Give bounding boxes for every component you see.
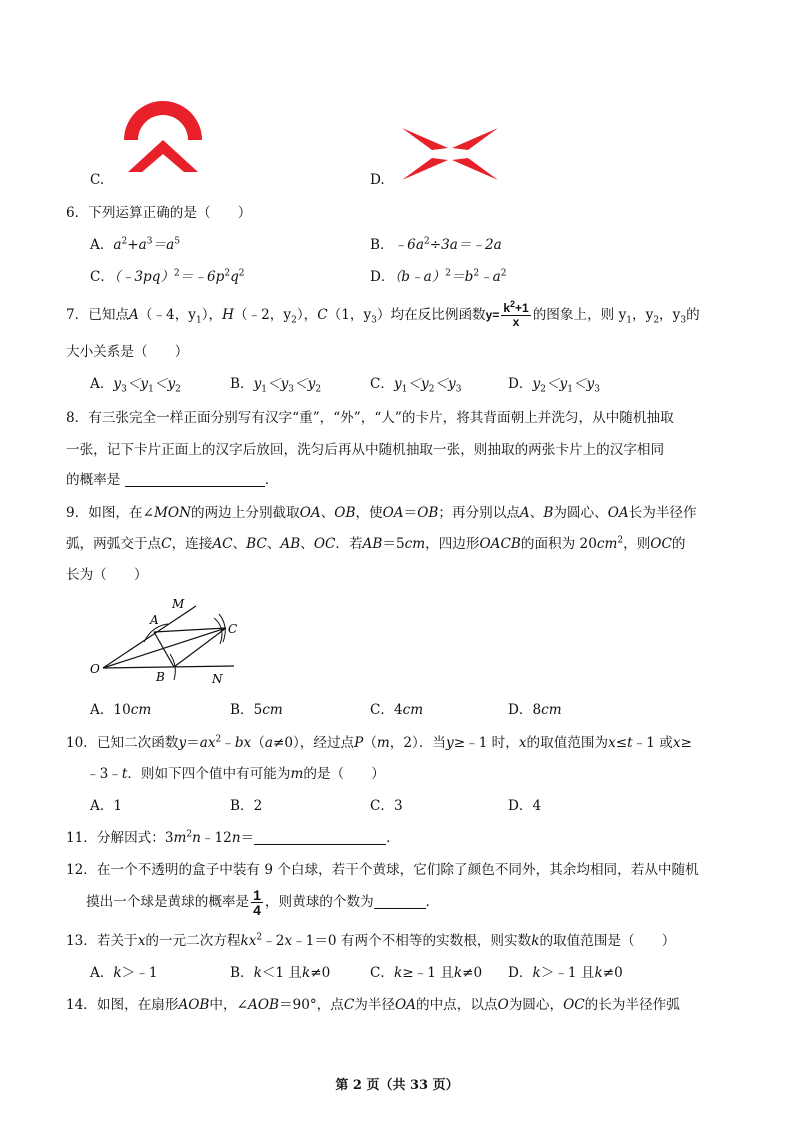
right-wing-top — [452, 128, 498, 150]
left-wing-top — [402, 128, 448, 150]
q13-option-b: B．k＜1 且k≠0 — [230, 965, 331, 981]
q9-option-b: B．5cm — [230, 702, 283, 718]
q7-fraction: $\frac{k^2+1}{x}$ — [503, 299, 529, 329]
q7-stem-line2: 大小关系是（ ） — [66, 344, 189, 360]
q10-line2: ﹣3﹣t．则如下四个值中有可能为m的是（ ） — [86, 766, 385, 782]
q6-option-d: D．$(b﹣a)^2=b^2﹣a^2$ — [370, 268, 507, 285]
q12-answer-blank[interactable] — [374, 894, 426, 909]
right-wing-bottom — [452, 158, 498, 180]
q9-option-d: D．8cm — [508, 702, 562, 718]
label-b: B — [156, 670, 165, 684]
q7-option-b: B．$y_1<y_3<y_2$ — [230, 376, 322, 395]
q6-stem: 6．下列运算正确的是（ ） — [66, 205, 252, 221]
chevron-shape — [128, 140, 198, 172]
ray-on — [103, 666, 234, 668]
q10-option-b: B．2 — [230, 798, 263, 814]
q12-line2: 摸出一个球是黄球的概率是 $\frac{1}{4}$ ，则黄球的个数为 ． — [86, 887, 440, 918]
q9-option-c: C．4cm — [370, 702, 424, 718]
q10-option-a: A．1 — [90, 798, 123, 814]
segment-bc — [174, 628, 226, 667]
page-footer: 第 2 页（共 33 页） — [335, 1078, 459, 1093]
label-c: C — [228, 622, 238, 636]
label-a: A — [150, 613, 159, 627]
q9-line3: 长为（ ） — [66, 567, 148, 583]
q9-line1: 9．如图，在∠MON的两边上分别截取OA、OB，使OA＝OB；再分别以点A、B为圆心、OA长为半径作 — [66, 505, 697, 521]
q13-line: 13．若关于x的一元二次方程$kx^2﹣2x﹣1=0$ 有两个不相等的实数根，则实数k的取值范围是（ ） — [66, 932, 676, 949]
q9-geometry-figure — [86, 592, 256, 688]
option-d-label: D. — [370, 172, 385, 188]
q9-option-a: A．10cm — [90, 702, 152, 718]
q6-option-c: C．$(﹣3pq)^2=﹣6p^2q^2$ — [90, 268, 245, 285]
q11-answer-blank[interactable] — [254, 830, 386, 845]
q8-answer-blank[interactable] — [125, 472, 265, 487]
q13-option-a: A．k＞﹣1 — [90, 965, 158, 981]
q9-line2: 弧，两弧交于点C，连接AC、BC、AB、OC．若AB＝5cm，四边形OACB的面积为 $20cm^2$，则OC的 — [66, 535, 686, 552]
q7-stem-line1: 7．已知点A（﹣4，$y_1$），H（﹣2，$y_2$），C（1，$y_3$）均在反比例函数y= $\frac{k^2+1}{x}$ 的图象上，则 $y_1$，$y_2$，$y_3$的 — [66, 299, 700, 329]
q8-line3: 的概率是 ． — [66, 472, 279, 488]
option-c-figure — [118, 100, 208, 180]
q6-option-b: B．$﹣6a^2\div 3a=﹣2a$ — [370, 236, 502, 253]
q14-line: 14．如图，在扇形AOB中，∠AOB＝90°，点C为半径OA的中点，以点O为圆心，OC的长为半径作弧 — [66, 997, 680, 1013]
option-c-label: C. — [90, 172, 105, 188]
segment-oc — [103, 628, 226, 668]
arch-shape — [124, 101, 202, 140]
q12-fraction: $\frac{1}{4}$ — [253, 887, 261, 918]
q11-line: 11．分解因式：$3m^2n﹣12n=$ ． — [66, 829, 400, 846]
q12-line1: 12．在一个不透明的盒子中装有 9 个白球，若干个黄球，它们除了颜色不同外，其余均相同，若从中随机 — [66, 862, 699, 878]
q13-option-c: C．k≥﹣1 且k≠0 — [370, 965, 483, 981]
q7-option-c: C．$y_1<y_2<y_3$ — [370, 376, 462, 395]
left-wing-bottom — [402, 158, 448, 180]
label-m: M — [172, 597, 185, 611]
q8-line2: 一张，记下卡片正面上的汉字后放回，洗匀后再从中随机抽取一张，则抽取的两张卡片上的汉字相同 — [66, 442, 665, 458]
q6-option-a: A．$a^2+a^3=a^5$ — [90, 236, 180, 253]
q10-option-c: C．3 — [370, 798, 403, 814]
q13-option-d: D．k＞﹣1 且k≠0 — [508, 965, 623, 981]
q10-line1: 10．已知二次函数$y=ax^2﹣bx(a\ne 0)$，经过点P（m，2）．当y≥﹣1 时，x的取值范围为x≤t﹣1 或x≥ — [66, 734, 692, 751]
q7-option-d: D．$y_2<y_1<y_3$ — [508, 376, 600, 395]
q7-option-a: A．$y_3<y_1<y_2$ — [90, 376, 181, 395]
q10-option-d: D．4 — [508, 798, 542, 814]
label-n: N — [212, 672, 223, 686]
label-o: O — [90, 662, 100, 676]
segment-ab — [154, 632, 174, 667]
q8-line1: 8．有三张完全一样正面分别写有汉字“重”，“外”，“人”的卡片，将其背面朝上并洗匀，从中随机抽取 — [66, 410, 674, 426]
option-d-figure — [398, 124, 502, 184]
